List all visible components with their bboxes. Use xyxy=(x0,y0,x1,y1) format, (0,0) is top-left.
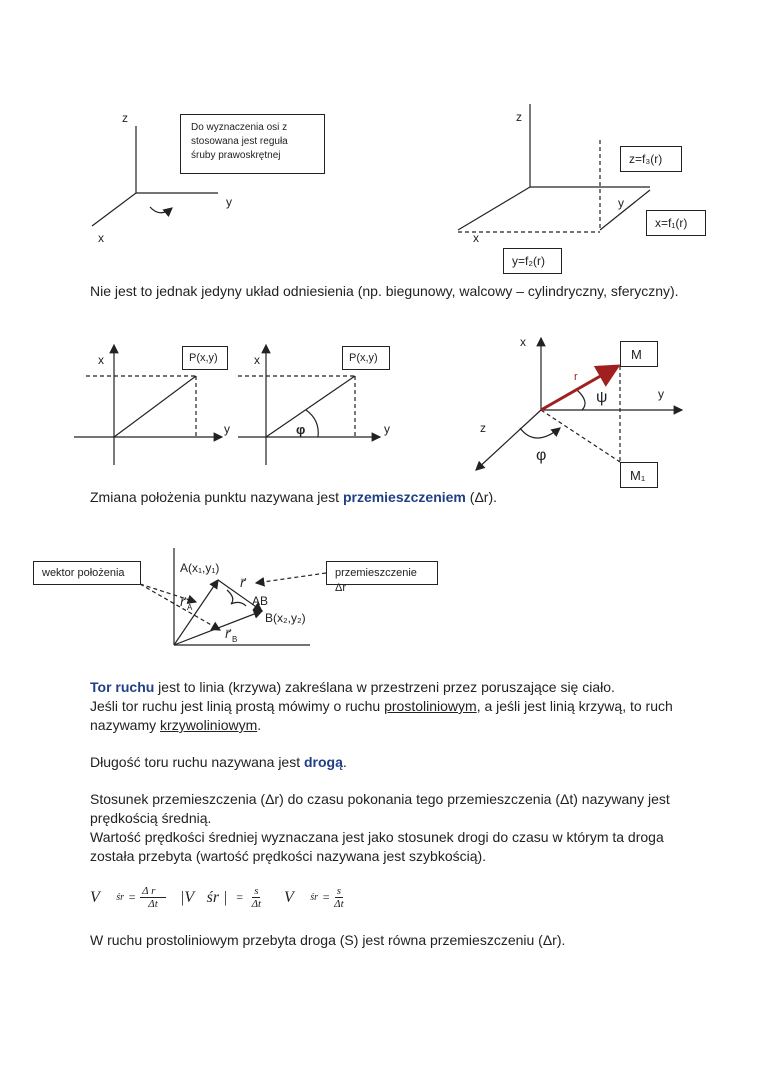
fig2-axis-x: x xyxy=(473,231,479,245)
formula3-num: s xyxy=(336,885,342,897)
formula1-fraction xyxy=(140,885,166,910)
term-trajectory: Tor ruchu xyxy=(90,679,155,695)
fig4-box-left-label: wektor położenia xyxy=(42,567,125,579)
fig4-box-right xyxy=(326,561,438,594)
fig3-right-axis-y: y xyxy=(658,387,664,401)
fig3-right-r-label: r xyxy=(574,371,578,383)
formula1-lhs: V⃗ xyxy=(90,888,113,906)
para-speed: Wartość prędkości średniej wyznaczana jest jako stosunek drogi do czasu w którym ta droga została przebyta (wartość prędkości nazywana jest szybkością). xyxy=(90,829,664,864)
fig2-label-x: x=f₁(r) xyxy=(655,216,688,230)
para-trajectory-text-c: . xyxy=(257,717,262,733)
formula1-den: Δt xyxy=(148,898,158,910)
fig4-axes xyxy=(140,548,326,645)
para-average-velocity: Stosunek przemieszczenia (Δr) do czasu pokonania tego przemieszczenia (Δt) nazywany jest prędkością średnią. xyxy=(90,791,670,826)
formula-vector-avg-velocity xyxy=(90,885,166,910)
fig3-right-point-m1: M₁ xyxy=(630,468,646,483)
fig4-box-right-label: przemieszczenie Δr xyxy=(335,567,417,594)
fig2-label-z-box xyxy=(620,146,682,172)
fig3-left-point: P(x,y) xyxy=(189,352,218,364)
fig3-right-axis-z: z xyxy=(480,421,486,435)
para-displacement-text: Zmiana położenia punktu nazywana jest xyxy=(90,489,343,505)
formula3-eq: = xyxy=(322,890,331,904)
para-distance-text: Długość toru ruchu nazywana jest xyxy=(90,754,304,770)
fig3-mid-angle: φ xyxy=(296,422,306,437)
fig4-point-b: B(x₂,y₂) xyxy=(265,611,306,625)
fig4-vec-r: r⃗ xyxy=(240,576,245,590)
para-reference-frames: Nie jest to jednak jedyny układ odniesienia (np. biegunowy, walcowy – cylindryczny, sferyczny). xyxy=(90,283,679,299)
fig1-axis-x: x xyxy=(98,231,104,245)
fig1-axis-y: y xyxy=(226,195,232,209)
fig3-mid-axis-y: y xyxy=(384,422,390,436)
formula2-num: s xyxy=(254,885,259,897)
fig2-label-y: y=f₂(r) xyxy=(512,254,545,268)
formula-avg-speed xyxy=(180,885,261,910)
fig3-right-m-box xyxy=(620,341,658,367)
fig4-vec-rb-sub: B xyxy=(232,635,238,644)
para-distance xyxy=(90,753,690,772)
fig3-mid-point-box xyxy=(342,346,390,370)
formula3-fraction xyxy=(334,885,344,910)
para-rectilinear-distance: W ruchu prostoliniowym przebyta droga (S) jest równa przemieszczeniu (Δr). xyxy=(90,932,566,948)
fig2-axis-y: y xyxy=(618,196,624,210)
fig1-axis-z: z xyxy=(122,111,128,125)
fig2-label-x-box xyxy=(646,210,706,236)
fig3-mid-axis-x: x xyxy=(254,353,260,367)
formula-avg-velocity-distance xyxy=(284,885,344,910)
formula3-den: Δt xyxy=(334,898,344,910)
fig2-label-y-box xyxy=(503,248,562,274)
para-trajectory-text-a: Jeśli tor ruchu jest linią prostą mówimy o ruchu xyxy=(90,698,385,714)
formula2-lhs: |V⃗śr | xyxy=(180,888,228,906)
fig3-right-m1-box xyxy=(620,462,658,488)
fig3-right-point-m: M xyxy=(631,347,642,362)
term-displacement: przemieszczeniem xyxy=(342,489,466,505)
fig2-axis-z: z xyxy=(516,110,522,124)
para-trajectory-text-b: , a jeśli jest linią krzywą, to ruch nazywamy xyxy=(90,698,673,733)
fig3-mid-point: P(x,y) xyxy=(349,352,378,364)
formula2-eq: = xyxy=(235,890,244,904)
para-distance-end: . xyxy=(342,754,347,770)
fig1-note: Do wyznaczenia osi z stosowana jest reguła śruby prawoskrętnej xyxy=(191,122,288,161)
fig4-vec-ra-sub: A xyxy=(187,603,193,612)
term-curvilinear: krzywoliniowym xyxy=(160,717,258,733)
term-rectilinear: prostoliniowym xyxy=(384,698,477,714)
fig3-left-point-box xyxy=(182,346,228,370)
formula3-sub: śr xyxy=(310,892,319,903)
fig4-ab-label: AB xyxy=(252,594,269,608)
para-trajectory-def: jest to linia (krzywa) zakreślana w przestrzeni przez poruszające się ciało. xyxy=(154,679,615,695)
fig3-right-angle-psi: ψ xyxy=(596,389,608,406)
para-displacement-end: (Δr). xyxy=(465,489,498,505)
fig4-vec-rb: r⃗ xyxy=(225,627,230,641)
formula1-num: Δ r⃗ xyxy=(142,885,164,897)
fig4-box-left xyxy=(33,561,141,585)
para-trajectory xyxy=(90,678,690,735)
fig3-left-axis-y: y xyxy=(224,422,230,436)
fig4-vec-ra: r⃗ xyxy=(180,595,185,609)
fig3-left-axis-x: x xyxy=(98,353,104,367)
formula1-eq: = xyxy=(128,890,137,904)
term-distance: drogą xyxy=(304,754,343,770)
formula2-fraction xyxy=(252,885,262,910)
formula2-den: Δt xyxy=(251,898,262,910)
fig4-point-a: A(x₁,y₁) xyxy=(180,561,220,575)
para-displacement xyxy=(90,488,690,507)
formula1-sub: śr xyxy=(116,892,125,903)
fig3-right-angle-phi: φ xyxy=(536,447,547,464)
formula3-lhs: V⃗ xyxy=(284,888,307,906)
fig3-right-axis-x: x xyxy=(520,335,526,349)
fig2-label-z: z=f₃(r) xyxy=(629,152,663,166)
fig1-note-box xyxy=(180,114,325,174)
